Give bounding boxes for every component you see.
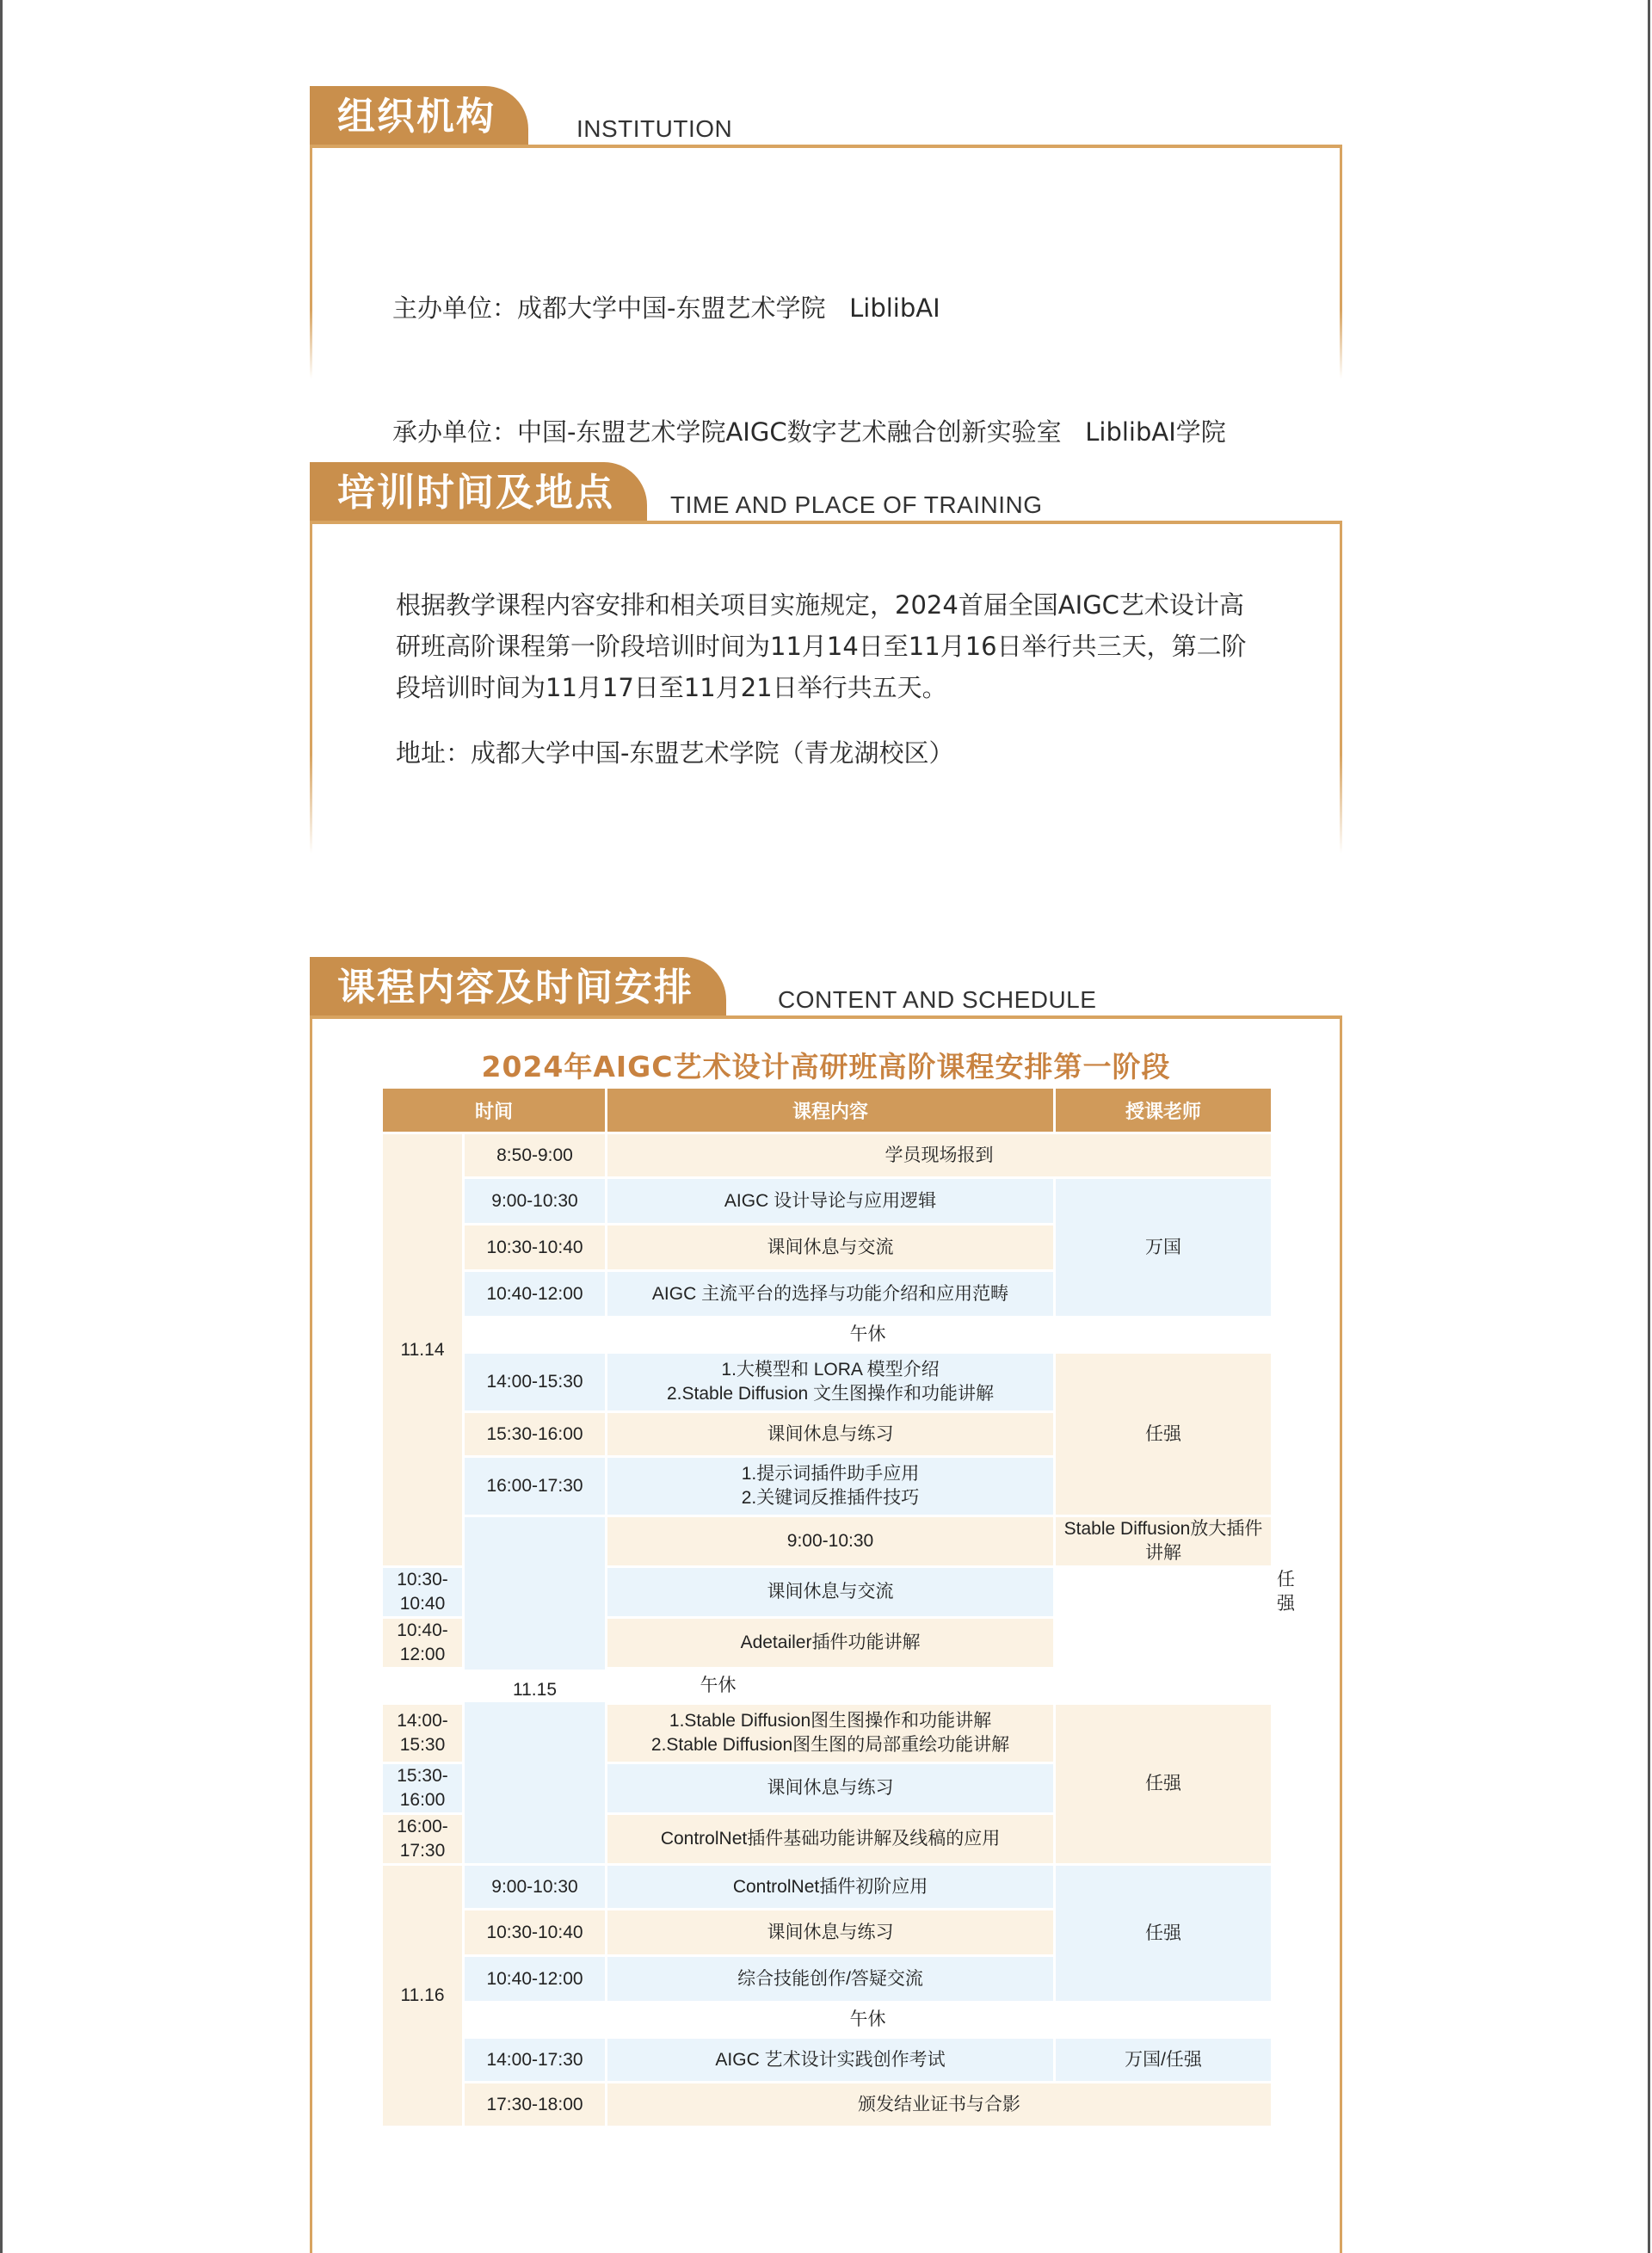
content-line: 2.Stable Diffusion 文生图操作和功能讲解 — [666, 1384, 995, 1404]
content-line: 1.提示词插件助手应用 — [741, 1464, 920, 1484]
content-line: 2.关键词反推插件技巧 — [741, 1488, 920, 1508]
time-cell: 8:50-9:00 — [465, 1134, 605, 1176]
schedule-section — [310, 957, 1342, 2253]
frame-left — [310, 1019, 312, 2253]
time-cell: 10:30-10:40 — [465, 1910, 605, 1954]
section-header-line — [310, 1015, 1342, 1019]
time-cell: 10:40-12:00 — [383, 1619, 462, 1667]
lunch-cell: 午休 — [383, 1670, 1053, 1702]
time-cell: 10:40-12:00 — [465, 1272, 605, 1316]
time-cell: 17:30-18:00 — [465, 2083, 605, 2126]
content-cell: Adetailer插件功能讲解 — [607, 1619, 1053, 1667]
schedule-table — [380, 1086, 1296, 2128]
time-cell: 16:00-17:30 — [383, 1815, 462, 1863]
header-time: 时间 — [383, 1089, 605, 1132]
table-row — [383, 1134, 1273, 1176]
training-address: 地址：成都大学中国-东盟艺术学院（青龙湖校区） — [396, 738, 954, 768]
teacher-cell: 任强 — [1056, 1354, 1271, 1515]
time-cell: 10:40-12:00 — [465, 1957, 605, 2001]
teacher-cell: 万国 — [1056, 1179, 1271, 1316]
training-body — [396, 584, 1256, 798]
content-cell: 课间休息与练习 — [607, 1910, 1053, 1954]
table-row: 11.15 9:00-10:30 Stable Diffusion放大插件讲解 任强 — [383, 1517, 1273, 1565]
time-cell: 10:30-10:40 — [383, 1568, 462, 1616]
institution-title: 组织机构 — [310, 86, 528, 148]
frame-right — [1340, 148, 1342, 379]
content-cell: ControlNet插件初阶应用 — [607, 1866, 1053, 1908]
training-paragraph: 根据教学课程内容安排和相关项目实施规定，2024首届全国AIGC艺术设计高研班高阶课程第一阶段培训时间为11月14日至11月16日举行共三天，第二阶段培训时间为11月17日至11月21日举行共五天。 — [396, 590, 1247, 702]
content-cell: 课间休息与练习 — [607, 1764, 1053, 1812]
table-header-row — [383, 1089, 1273, 1132]
content-cell: 课间休息与交流 — [607, 1225, 1053, 1269]
content-cell: 课间休息与练习 — [607, 1413, 1053, 1455]
frame-left — [310, 148, 312, 379]
time-cell: 14:00-15:30 — [465, 1354, 605, 1410]
content-cell: 颁发结业证书与合影 — [607, 2083, 1271, 2126]
schedule-table-title: 2024年AIGC艺术设计高研班高阶课程安排第一阶段 — [481, 1050, 1171, 1083]
content-cell — [607, 1705, 1053, 1762]
time-cell: 15:30-16:00 — [383, 1764, 462, 1812]
time-cell: 9:00-10:30 — [465, 1866, 605, 1908]
time-cell: 9:00-10:30 — [465, 1179, 605, 1223]
training-title-en: TIME AND PLACE OF TRAINING — [670, 491, 1043, 518]
time-cell: 14:00-17:30 — [465, 2039, 605, 2081]
left-page-border — [0, 0, 3, 2253]
time-cell: 9:00-10:30 — [607, 1517, 1053, 1565]
content-cell: AIGC 主流平台的选择与功能介绍和应用范畴 — [607, 1272, 1053, 1316]
day-cell: 11.15 — [465, 1517, 605, 1863]
table-row — [383, 1354, 1273, 1410]
lunch-row — [383, 2003, 1273, 2036]
teacher-cell: 任强 — [1056, 1705, 1271, 1863]
time-cell: 14:00-15:30 — [383, 1705, 462, 1762]
section-header-line — [310, 145, 1342, 148]
content-line: 1.大模型和 LORA 模型介绍 — [721, 1360, 940, 1380]
co-organizer-line: 承办单位：中国-东盟艺术学院AIGC数字艺术融合创新实验室 LiblibAI学院 — [392, 417, 1226, 447]
training-title: 培训时间及地点 — [310, 462, 647, 524]
lunch-cell: 午休 — [465, 1318, 1271, 1351]
table-row — [383, 1866, 1273, 1908]
schedule-title-en: CONTENT AND SCHEDULE — [778, 986, 1097, 1013]
header-content: 课程内容 — [607, 1089, 1053, 1132]
right-page-border — [1648, 0, 1650, 2253]
table-row — [383, 1179, 1273, 1223]
section-header-line — [310, 521, 1342, 524]
lunch-row — [383, 1318, 1273, 1351]
content-cell: 课间休息与交流 — [607, 1568, 1053, 1616]
header-teacher: 授课老师 — [1056, 1089, 1271, 1132]
teacher-cell: 任强 — [1056, 1866, 1271, 2001]
time-cell: 15:30-16:00 — [465, 1413, 605, 1455]
content-cell: AIGC 艺术设计实践创作考试 — [607, 2039, 1053, 2081]
teacher-cell: 万国/任强 — [1056, 2039, 1271, 2081]
frame-left — [310, 524, 312, 854]
organizer-line: 主办单位：成都大学中国-东盟艺术学院 LiblibAI — [392, 293, 940, 323]
day-cell: 11.16 — [383, 1866, 462, 2126]
content-cell: ControlNet插件基础功能讲解及线稿的应用 — [607, 1815, 1053, 1863]
content-cell: AIGC 设计导论与应用逻辑 — [607, 1179, 1053, 1223]
content-cell — [607, 1458, 1053, 1515]
table-row — [383, 2083, 1273, 2126]
content-cell — [607, 1354, 1053, 1410]
schedule-title: 课程内容及时间安排 — [310, 957, 726, 1019]
frame-right — [1340, 524, 1342, 854]
content-line: 1.Stable Diffusion图生图操作和功能讲解 — [669, 1711, 992, 1731]
content-line: 2.Stable Diffusion图生图的局部重绘功能讲解 — [650, 1735, 1010, 1755]
content-cell: 学员现场报到 — [607, 1134, 1271, 1176]
time-cell: 16:00-17:30 — [465, 1458, 605, 1515]
training-section — [310, 462, 1342, 854]
institution-section — [310, 86, 1342, 447]
table-row — [383, 2039, 1273, 2081]
frame-right — [1340, 1019, 1342, 2253]
day-cell: 11.14 — [383, 1134, 462, 1565]
lunch-cell: 午休 — [465, 2003, 1271, 2036]
content-cell: Stable Diffusion放大插件讲解 — [1056, 1517, 1271, 1565]
time-cell: 10:30-10:40 — [465, 1225, 605, 1269]
institution-title-en: INSTITUTION — [576, 115, 733, 142]
content-cell: 综合技能创作/答疑交流 — [607, 1957, 1053, 2001]
